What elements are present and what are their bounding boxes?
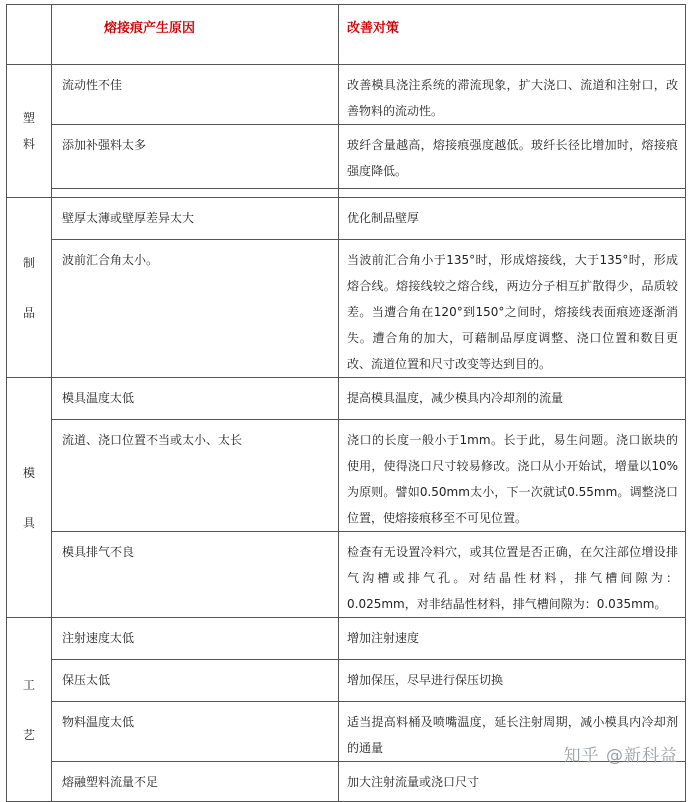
fix-cell: 适当提高料桶及喷嘴温度，延长注射周期，减小模具内冷却剂的通量 xyxy=(339,702,686,762)
cause-cell: 流动性不佳 xyxy=(52,65,339,125)
category-char: 制 xyxy=(22,255,35,270)
category-char: 品 xyxy=(22,305,35,320)
table-row xyxy=(7,65,686,125)
fix-cell: 浇口的长度一般小于1mm。长于此，易生问题。浇口嵌块的使用，使得浇口尺寸较易修改。浇口从小开始试，增量以10%为原则。譬如0.50mm太小，下一次就试0.55mm。调整浇口位置，使熔接痕移至不可见位置。 xyxy=(339,420,686,532)
fix-cell: 增加注射速度 xyxy=(339,618,686,660)
category-cell xyxy=(7,65,52,198)
table-row xyxy=(7,378,686,420)
category-char: 料 xyxy=(22,137,35,151)
cause-cell: 模具温度太低 xyxy=(52,378,339,420)
table-row xyxy=(7,240,686,378)
cause-cell: 流道、浇口位置不当或太小、太长 xyxy=(52,420,339,532)
category-char: 塑 xyxy=(22,111,35,125)
cause-cell: 熔融塑料流量不足 xyxy=(52,762,339,802)
watermark: 知乎 @新科益 xyxy=(563,746,678,766)
category-char: 具 xyxy=(22,515,35,530)
table-row xyxy=(7,618,686,660)
cause-cell: 添加补强料太多 xyxy=(52,125,339,189)
cause-cell: 波前汇合角太小。 xyxy=(52,240,339,378)
weld-line-table xyxy=(6,4,686,802)
category-char: 模 xyxy=(22,465,35,480)
fix-cell: 当波前汇合角小于135°时，形成熔接线，大于135°时，形成熔合线。熔接线较之熔合线，两边分子相互扩散得少，品质较差。当遭合角在120°到150°之间时，熔接线表面痕迹逐渐消失。遭合角的加大，可藉制品厚度调整、浇口位置和数目更改、流道位置和尺寸改变等达到目的。 xyxy=(339,240,686,378)
header-empty xyxy=(7,5,52,65)
fix-cell: 玻纤含量越高，熔接痕强度越低。玻纤长径比增加时，熔接痕强度降低。 xyxy=(339,125,686,189)
cause-cell: 注射速度太低 xyxy=(52,618,339,660)
category-cell xyxy=(7,378,52,618)
fix-cell: 加大注射流量或浇口尺寸 xyxy=(339,762,686,802)
category-cell xyxy=(7,618,52,802)
table-row xyxy=(7,125,686,189)
fix-cell: 改善模具浇注系统的滞流现象，扩大浇口、流道和注射口，改善物料的流动性。 xyxy=(339,65,686,125)
table-row xyxy=(7,660,686,702)
category-char: 艺 xyxy=(22,727,35,742)
fix-cell: 增加保压，尽早进行保压切换 xyxy=(339,660,686,702)
category-cell xyxy=(7,198,52,378)
table-header-row xyxy=(7,5,686,65)
cause-cell: 模具排气不良 xyxy=(52,532,339,618)
cause-cell: 保压太低 xyxy=(52,660,339,702)
group-spacer xyxy=(7,189,686,198)
fix-cell: 优化制品壁厚 xyxy=(339,198,686,240)
table-row xyxy=(7,532,686,618)
table-row xyxy=(7,420,686,532)
fix-cell: 提高模具温度，减少模具内冷却剂的流量 xyxy=(339,378,686,420)
table-row xyxy=(7,762,686,802)
header-cause: 熔接痕产生原因 xyxy=(52,5,339,65)
header-fix: 改善对策 xyxy=(339,5,686,65)
category-char: 工 xyxy=(22,677,35,692)
cause-cell: 壁厚太薄或壁厚差异太大 xyxy=(52,198,339,240)
table-row xyxy=(7,198,686,240)
fix-cell: 检查有无设置冷料穴，或其位置是否正确，在欠注部位增设排气沟槽或排气孔。对结晶性材料，排气槽间隙为：0.025mm，对非结晶性材料，排气槽间隙为：0.035mm。 xyxy=(339,532,686,618)
cause-cell: 物料温度太低 xyxy=(52,702,339,762)
